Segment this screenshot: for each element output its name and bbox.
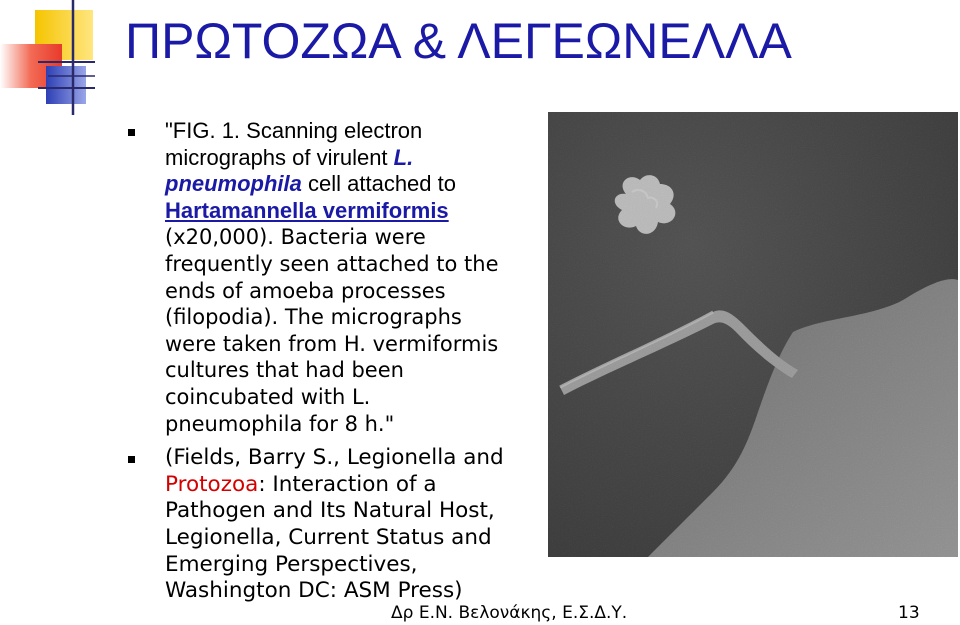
electron-micrograph-image [548,112,958,557]
bullet-citation [128,445,528,605]
caption-line: pneumophila for 8 h." [165,411,395,436]
caption-line: coincubated with L. [165,384,371,409]
caption-line: frequently seen attached to the [165,251,499,276]
citation-line: Pathogen and Its Natural Host, [165,498,495,524]
slide-title: ΠΡΩΤΟΖΩΑ & ΛΕΓΕΩΝΕΛΛΑ [125,13,792,69]
caption-line: were taken from H. vermiformis [165,331,499,356]
bullet-square-icon [128,129,135,136]
caption-line: cultures that had been [165,358,404,383]
citation-line: Emerging Perspectives, [165,551,418,577]
caption-line: pneumophila cell attached to [165,171,456,197]
slide-logo-icon [0,0,130,120]
footer-author: Δρ Ε.Ν. Βελονάκης, Ε.Σ.Δ.Υ. [391,603,628,623]
hartmannella-link[interactable]: Hartamannella vermiformis [165,197,449,223]
bullet-square-icon [128,456,135,463]
citation-line: (Fields, Barry S., Legionella and [165,445,504,471]
citation-line: Washington DC: ASM Press) [165,578,463,604]
page-number: 13 [898,603,920,623]
caption-line: (x20,000). Bacteria were [165,225,426,250]
caption-line: micrographs of virulent L. [165,144,414,170]
bullet-figure-caption [128,118,528,437]
caption-line: "FIG. 1. Scanning electron [165,118,423,143]
caption-line: (filopodia). The micrographs [165,305,462,330]
bullet-list [128,118,528,605]
citation-line: Protozoa: Interaction of a [165,471,437,497]
caption-line: ends of amoeba processes [165,278,446,303]
citation-line: Legionella, Current Status and [165,524,492,550]
